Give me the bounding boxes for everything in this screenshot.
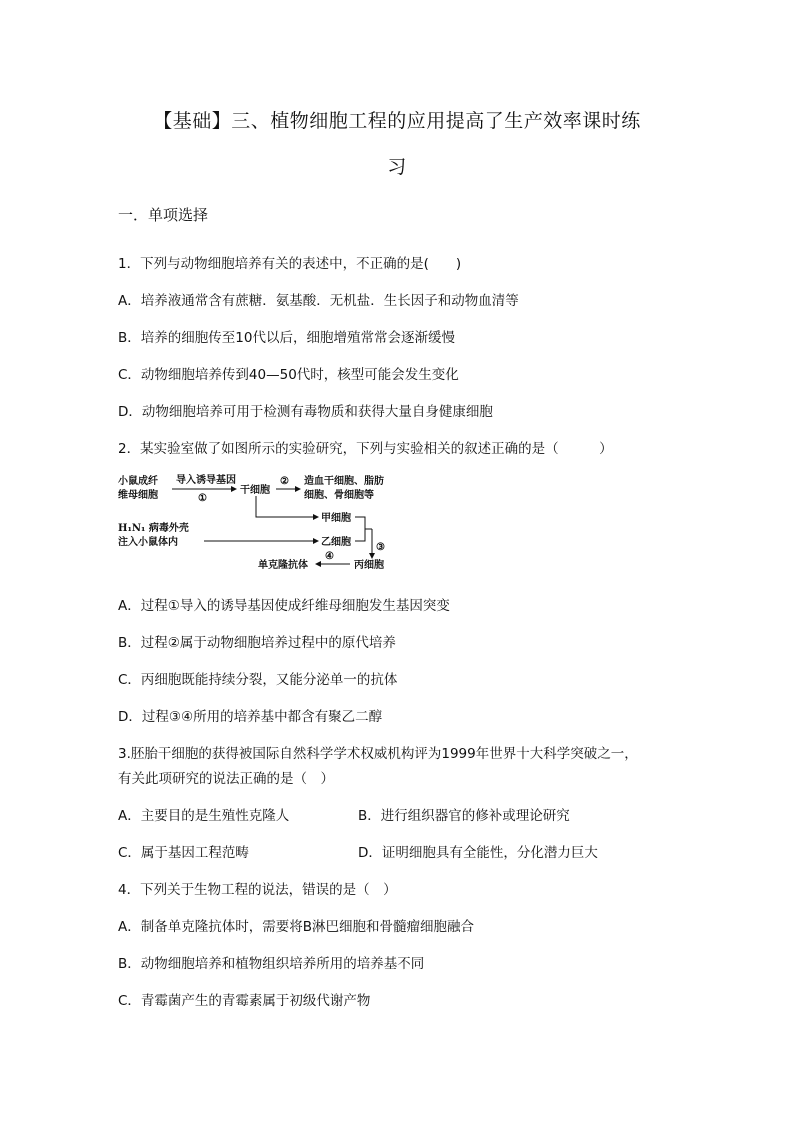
source-fibroblast-line1: 小鼠成纤 xyxy=(118,476,158,487)
title-line-1: 【基础】三、植物细胞工程的应用提高了生产效率课时练 xyxy=(153,110,641,132)
step-2-number: ② xyxy=(280,476,289,487)
q1-option-a: A．培养液通常含有蔗糖．氨基酸．无机盐．生长因子和动物血清等 xyxy=(118,293,519,309)
q2-option-a: A．过程①导入的诱导基因使成纤维母细胞发生基因突变 xyxy=(118,598,450,614)
q1-option-c: C．动物细胞培养传到40—50代时，核型可能会发生变化 xyxy=(118,367,459,383)
q1-option-d: D．动物细胞培养可用于检测有毒物质和获得大量自身健康细胞 xyxy=(118,404,493,420)
cell-a-label: 甲细胞 xyxy=(321,513,351,524)
q4-option-b: B．动物细胞培养和植物组织培养所用的培养基不同 xyxy=(118,956,425,972)
q2-option-d: D．过程③④所用的培养基中都含有聚乙二醇 xyxy=(118,709,383,725)
q3-option-d: D．证明细胞具有全能性，分化潜力巨大 xyxy=(358,845,598,861)
q2-stem: 2．某实验室做了如图所示的实验研究，下列与实验相关的叙述正确的是（ ） xyxy=(118,441,613,457)
step-1-number: ① xyxy=(198,493,207,504)
stem-cell-label: 干细胞 xyxy=(240,485,270,496)
q4-option-c: C．青霉菌产生的青霉素属于初级代谢产物 xyxy=(118,993,371,1009)
differentiated-cells-line2: 细胞、骨细胞等 xyxy=(304,490,374,501)
q3-stem-line-1: 3.胚胎干细胞的获得被国际自然科学学术权威机构评为1999年世界十大科学突破之一， xyxy=(118,746,638,762)
monoclonal-antibody-label: 单克隆抗体 xyxy=(258,560,308,571)
differentiated-cells-line1: 造血干细胞、脂肪 xyxy=(304,476,384,487)
cell-b-label: 乙细胞 xyxy=(321,537,351,548)
cell-c-label: 丙细胞 xyxy=(354,560,384,571)
q3-stem-line-2: 有关此项研究的说法正确的是（ ） xyxy=(118,771,334,787)
source-virus-line2: 注入小鼠体内 xyxy=(118,537,178,548)
q2-option-c: C．丙细胞既能持续分裂，又能分泌单一的抗体 xyxy=(118,672,398,688)
experiment-flow-diagram xyxy=(118,470,408,578)
section-heading: 一．单项选择 xyxy=(118,206,209,224)
source-virus-line1: H₁N₁ 病毒外壳 xyxy=(118,523,189,534)
q4-stem: 4．下列关于生物工程的说法，错误的是（ ） xyxy=(118,882,397,898)
q3-option-a: A．主要目的是生殖性克隆人 xyxy=(118,808,290,824)
title-line-2: 习 xyxy=(387,156,407,178)
q2-option-b: B．过程②属于动物细胞培养过程中的原代培养 xyxy=(118,635,396,651)
q3-option-b: B．进行组织器官的修补或理论研究 xyxy=(358,808,570,824)
step-4-number: ④ xyxy=(325,551,334,562)
q1-option-b: B．培养的细胞传至10代以后，细胞增殖常常会逐渐缓慢 xyxy=(118,330,455,346)
step-1-label: 导入诱导基因 xyxy=(176,475,236,486)
source-fibroblast-line2: 维母细胞 xyxy=(118,490,158,501)
q1-stem: 1．下列与动物细胞培养有关的表述中，不正确的是( ) xyxy=(118,256,462,272)
q3-option-c: C．属于基因工程范畴 xyxy=(118,845,249,861)
page-title xyxy=(100,98,694,190)
step-3-number: ③ xyxy=(376,542,385,553)
q4-option-a: A．制备单克隆抗体时，需要将B淋巴细胞和骨髓瘤细胞融合 xyxy=(118,919,474,935)
fusion-bracket xyxy=(355,517,365,541)
